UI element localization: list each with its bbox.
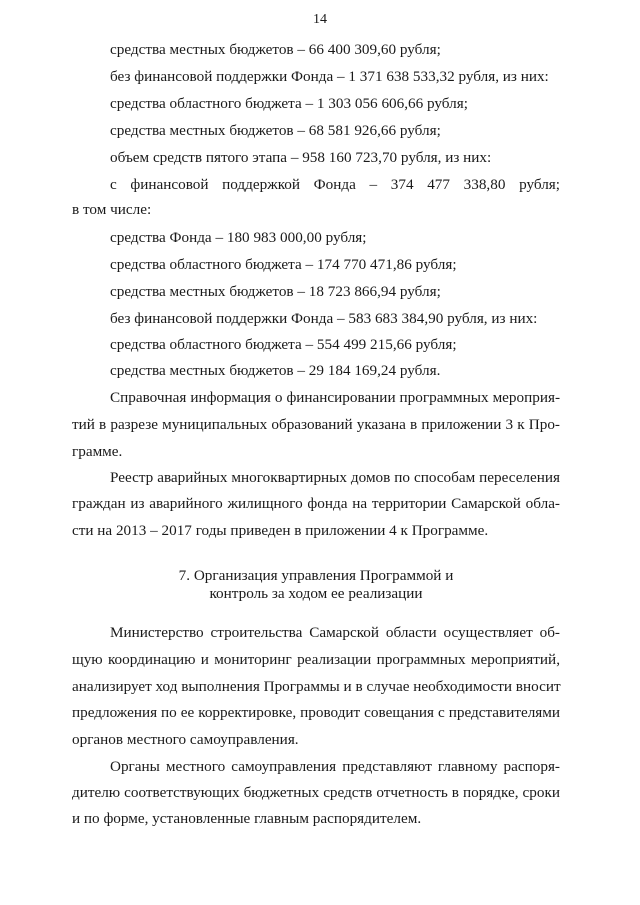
page-number: 14 [313,12,327,27]
text-line: грамме. [72,443,123,460]
text-line: объем средств пятого этапа – 958 160 723,70 рубля, из них: [110,149,492,166]
text-line: щую координацию и мониторинг реализации программных мероприятий, [72,651,560,668]
text-line: средства областного бюджета – 1 303 056 606,66 рубля; [110,95,468,112]
text-line: Органы местного самоуправления представляют главному распоря- [110,758,560,775]
text-line: средства областного бюджета – 554 499 215,66 рубля; [110,336,457,353]
text-line: без финансовой поддержки Фонда – 1 371 638 533,32 рубля, из них: [110,68,549,85]
section-heading: 7. Организация управления Программой и [178,567,454,584]
text-line: Министерство строительства Самарской области осуществляет об- [110,624,560,641]
text-line: тий в разрезе муниципальных образований указана в приложении 3 к Про- [72,416,560,433]
text-line: средства местных бюджетов – 29 184 169,24 рубля. [110,362,441,379]
text-line: без финансовой поддержки Фонда – 583 683 384,90 рубля, из них: [110,310,538,327]
text-line: средства местных бюджетов – 18 723 866,94 рубля; [110,283,441,300]
text-line: и по форме, установленные главным распорядителем. [72,810,422,827]
text-line: Реестр аварийных многоквартирных домов по способам переселения [110,469,560,486]
text-line: средства местных бюджетов – 68 581 926,66 рубля; [110,122,441,139]
text-line: Справочная информация о финансировании программных мероприя- [110,389,560,406]
text-line: средства областного бюджета – 174 770 471,86 рубля; [110,256,457,273]
text-line: средства местных бюджетов – 66 400 309,60 рубля; [110,41,441,58]
section-heading: контроль за ходом ее реализации [209,585,423,602]
text-line: сти на 2013 – 2017 годы приведен в приложении 4 к Программе. [72,522,489,539]
text-line: органов местного самоуправления. [72,731,299,748]
text-line: предложения по ее корректировке, проводит совещания с представителями [72,704,560,721]
text-line: с финансовой поддержкой Фонда – 374 477 338,80 рубля; [110,176,560,193]
text-line: анализирует ход выполнения Программы и в случае необходимости вносит [72,678,561,695]
text-line: граждан из аварийного жилищного фонда на территории Самарской обла- [72,495,560,512]
text-line: в том числе: [72,201,152,218]
text-line: дителю соответствующих бюджетных средств отчетность в порядке, сроки [72,784,560,801]
text-line: средства Фонда – 180 983 000,00 рубля; [110,229,367,246]
